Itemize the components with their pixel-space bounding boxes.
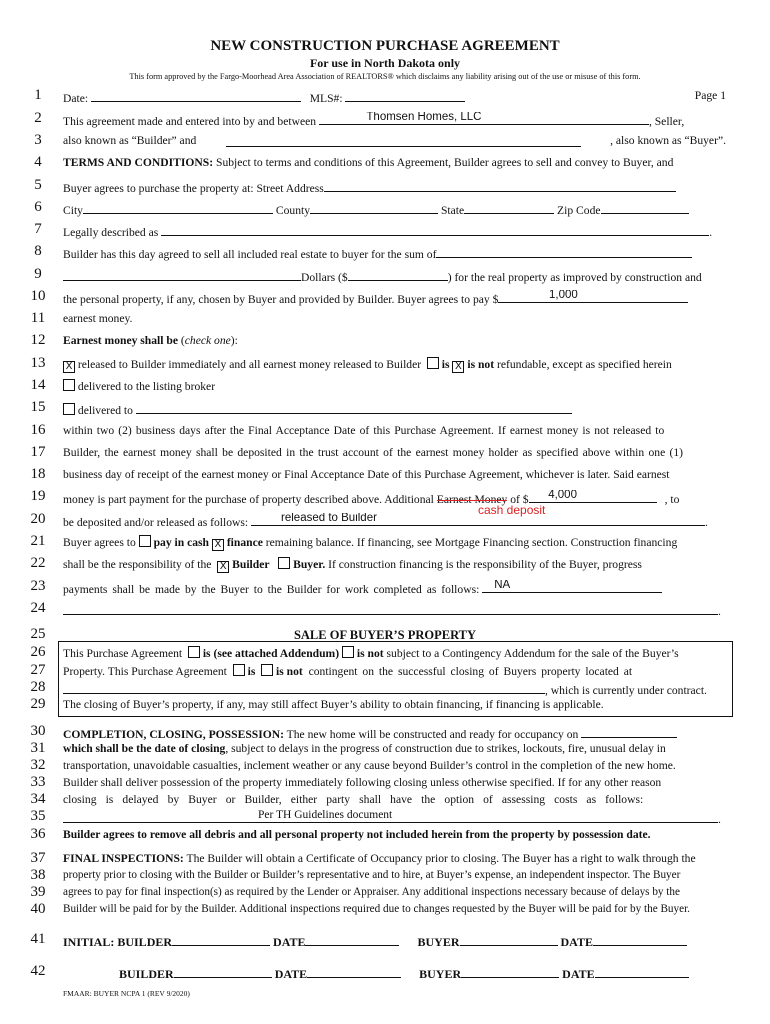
release-field[interactable] (251, 513, 705, 526)
line-number: 31 (30, 740, 46, 756)
line-number: 13 (30, 355, 46, 371)
progress-text: If construction financing is the responsibility of the Buyer, progress (325, 558, 642, 571)
line-18-text: business day of receipt of the earnest money or Final Acceptance Date of this Purchase Agreement, whichever is later. Said earnest (63, 468, 670, 481)
pay-in-cash-checkbox[interactable] (139, 535, 151, 547)
line-38: property prior to closing with the Builder or Builder’s representative and to hire, at Buyer’s expense, an independent inspector. The Buyer (63, 869, 681, 881)
line-16 (63, 424, 726, 437)
county-field[interactable] (310, 201, 438, 214)
line-2 (63, 112, 726, 128)
line-number: 26 (30, 644, 46, 660)
finance-label: finance (226, 536, 263, 549)
see-attached-label: is (see attached Addendum) (202, 647, 340, 660)
mls-field[interactable] (345, 89, 465, 102)
line-number: 16 (30, 422, 46, 438)
line-number: 4 (34, 154, 42, 170)
contingent-is-not-label: is not (276, 665, 303, 678)
line-number: 18 (30, 466, 46, 482)
release-value: released to Builder (281, 513, 377, 524)
street-address-field[interactable] (324, 179, 676, 192)
line-number: 17 (30, 444, 46, 460)
line-number: 14 (30, 377, 46, 393)
line-18 (63, 468, 726, 481)
builder-financing-checkbox[interactable]: X (217, 561, 229, 573)
line-number: 37 (30, 850, 46, 866)
legal-desc-label: Legally described as (63, 226, 159, 239)
legal-description-field[interactable] (161, 223, 709, 236)
line-number: 2 (34, 110, 42, 126)
check-one-note: check one (184, 334, 231, 347)
line-21 (63, 535, 726, 551)
line-number: 29 (30, 696, 46, 712)
additional-amount-value: 4,000 (548, 490, 577, 501)
line-12: Earnest money shall be (check one): (63, 334, 238, 347)
contingent-is-label: is (247, 665, 256, 678)
line-19 (63, 490, 726, 506)
buyer-agrees-label: Buyer agrees to (63, 536, 136, 549)
released-label: released to Builder immediately and all earnest money released to Builder (77, 358, 422, 371)
pa-label-2: Property. This Purchase Agreement (63, 665, 227, 678)
seller-name-field[interactable] (319, 112, 649, 125)
costs-field[interactable] (63, 810, 718, 823)
county-label: County (275, 204, 311, 217)
strike-line (437, 500, 508, 501)
earnest-amount-value: 1,000 (549, 290, 578, 301)
responsibility-label: shall be the responsibility of the (63, 558, 212, 571)
sum-amount-field[interactable] (348, 268, 448, 281)
progress-field-2[interactable] (63, 602, 718, 615)
line-33: Builder shall deliver possession of the property immediately following closing unless otherwise specified. If for any other reason (63, 776, 662, 789)
buyer-name-field[interactable] (226, 134, 581, 147)
delivered-to-checkbox[interactable] (63, 403, 75, 415)
line-6 (63, 201, 726, 217)
line-41 (63, 933, 726, 950)
line-24: . (63, 602, 726, 618)
builder-option: Builder (232, 558, 270, 571)
line-number: 11 (30, 310, 46, 326)
line-number: 15 (30, 399, 46, 415)
agreement-intro: This agreement made and entered into by and between (63, 115, 317, 128)
line-28 (63, 681, 726, 697)
line-number: 7 (34, 221, 42, 237)
line-number: 8 (34, 243, 42, 259)
line-number: 25 (30, 626, 46, 642)
line-number: 12 (30, 332, 46, 348)
line-number: 1 (34, 87, 42, 103)
line-4 (63, 156, 726, 169)
seller-label: , Seller, (648, 115, 685, 128)
progress-value: NA (494, 580, 511, 591)
street-address-label: Buyer agrees to purchase the property at: Street Address (63, 182, 324, 195)
date-field[interactable] (91, 89, 301, 102)
line-number: 32 (30, 757, 46, 773)
date-label: Date: (63, 92, 89, 105)
contingent-is-checkbox[interactable] (233, 664, 245, 676)
line-26 (63, 646, 726, 660)
line-42 (63, 965, 726, 982)
date-label-1: DATE (273, 935, 306, 949)
line-9 (63, 268, 726, 284)
release-label: be deposited and/or released as follows: (63, 516, 249, 529)
initial-builder-field-2[interactable] (174, 965, 272, 978)
line-number: 27 (30, 662, 46, 678)
form-disclaimer: This form approved by the Fargo-Moorhead Area Association of REALTORS® which disclaims any liability arising out of the use or misuse of this form. (129, 72, 641, 81)
earnest-amount-field[interactable] (498, 290, 688, 303)
pay-in-cash-label: pay in cash (153, 536, 209, 549)
line-34 (63, 793, 726, 806)
line-number: 6 (34, 199, 42, 215)
initial-date-field-1[interactable] (305, 933, 399, 946)
initial-builder-field[interactable] (172, 933, 270, 946)
zip-field[interactable] (601, 201, 689, 214)
buyer-financing-checkbox[interactable] (278, 557, 290, 569)
contingent-text: contingent on the successful closing of Buyers property located at (308, 665, 633, 678)
financing-text: remaining balance. If financing, see Mortgage Financing section. Construction financing (262, 536, 678, 549)
completion-heading: COMPLETION, CLOSING, POSSESSION: (63, 728, 284, 741)
line-number: 19 (30, 488, 46, 504)
line-35: Per TH Guidelines document . (63, 810, 726, 826)
line-17 (63, 446, 726, 459)
initial-buyer-field-2[interactable] (461, 965, 559, 978)
additional-label: money is part payment for the purchase of property described above. Additional (63, 493, 434, 506)
page-number: Page 1 (694, 89, 726, 102)
line-number: 39 (30, 884, 46, 900)
completion-text: The new home will be constructed and ready for occupancy on (283, 728, 579, 741)
line-23 (63, 580, 726, 596)
initial-date-field-2[interactable] (593, 933, 687, 946)
mls-label: MLS#: (309, 92, 343, 105)
line-number: 23 (30, 578, 46, 594)
line-13 (63, 357, 726, 373)
inspections-text: The Builder will obtain a Certificate of Occupancy prior to closing. The Buyer has a right to walk through the (183, 852, 696, 865)
form-title: NEW CONSTRUCTION PURCHASE AGREEMENT (210, 38, 560, 54)
line-27 (63, 664, 726, 678)
sum-words-field[interactable] (436, 245, 692, 258)
dollars-label: Dollars ($ (301, 271, 348, 284)
line-number: 21 (30, 533, 46, 549)
earnest-heading: Earnest money shall be (63, 334, 178, 347)
refundable-is-not-checkbox[interactable]: X (452, 361, 464, 373)
seller-name-value: Thomsen Homes, LLC (366, 112, 482, 123)
line-number: 24 (30, 600, 46, 616)
buyer-option: Buyer. (293, 558, 326, 571)
struck-text: Earnest Money (436, 493, 508, 506)
builder-initial-label-2: BUILDER (119, 967, 174, 981)
not-subject-label: is not (356, 647, 384, 660)
line-3 (63, 134, 726, 147)
line-14 (63, 379, 726, 393)
date-label-2: DATE (560, 935, 593, 949)
line-number: 30 (30, 723, 46, 739)
released-to-builder-checkbox[interactable]: X (63, 361, 75, 373)
to-label: , to (664, 493, 680, 506)
delays-text: , subject to delays in the progress of construction due to strikes, lockouts, fire, unusual delay in (225, 742, 666, 755)
line-16-text: within two (2) business days after the Final Acceptance Date of this Purchase Agreement. If earnest money is not released to (63, 424, 665, 437)
line-5 (63, 179, 726, 195)
line-number: 36 (30, 826, 46, 842)
buyer-initial-label-2: BUYER (419, 967, 462, 981)
initial-builder-label: INITIAL: BUILDER (63, 935, 173, 949)
sum-words-field-2[interactable] (63, 268, 301, 281)
line-number: 3 (34, 132, 42, 148)
line-number: 35 (30, 808, 46, 824)
line-1 (63, 89, 726, 105)
see-attached-checkbox[interactable] (188, 646, 200, 658)
line-number: 40 (30, 901, 46, 917)
line-39: agrees to pay for final inspection(s) as required by the Lender or Appraiser. Any additional inspections necessary because of delays by the (63, 886, 680, 898)
line-number: 34 (30, 791, 46, 807)
line-number: 33 (30, 774, 46, 790)
terms-text: Subject to terms and conditions of this Agreement, Builder agrees to sell and convey to Buyer, and (213, 156, 674, 169)
is-label: is (441, 358, 450, 371)
occupancy-date-field[interactable] (581, 725, 677, 738)
line-number: 5 (34, 177, 42, 193)
line-10 (63, 290, 726, 306)
state-field[interactable] (464, 201, 554, 214)
date-label-4: DATE (562, 967, 595, 981)
progress-field[interactable] (482, 580, 662, 593)
line-15 (63, 401, 726, 417)
line-11: earnest money. (63, 312, 133, 325)
line-number: 38 (30, 867, 46, 883)
date-label-3: DATE (274, 967, 308, 981)
line-22 (63, 557, 726, 573)
line-30 (63, 725, 726, 741)
refundable-text: refundable, except as specified herein (497, 358, 672, 371)
line-number: 10 (30, 288, 46, 304)
delivered-to-field[interactable] (136, 401, 572, 414)
sum-label: Builder has this day agreed to sell all included real estate to buyer for the sum of (63, 248, 437, 261)
contingency-text: subject to a Contingency Addendum for the sale of the Buyer’s (383, 647, 679, 660)
builder-aka: also known as “Builder” and (63, 134, 197, 147)
line-number: 28 (30, 679, 46, 695)
form-footer: FMAAR: BUYER NCPA 1 (REV 9/2020) (63, 989, 190, 998)
buyer-property-field[interactable] (63, 681, 545, 694)
state-label: State (440, 204, 465, 217)
under-contract-text: , which is currently under contract. (545, 684, 707, 697)
progress-label: payments shall be made by the Buyer to the Builder for work completed as follows: (63, 583, 480, 596)
city-label: City (63, 204, 83, 217)
earnest-pay-label: the personal property, if any, chosen by Buyer and provided by Builder. Buyer agrees to pay $ (63, 293, 499, 306)
sale-heading: SALE OF BUYER’S PROPERTY (293, 628, 477, 642)
listing-broker-checkbox[interactable] (63, 379, 75, 391)
closing-date-text: which shall be the date of closing (63, 742, 226, 755)
initial-buyer-field[interactable] (460, 933, 558, 946)
not-subject-checkbox[interactable] (342, 646, 354, 658)
of-dollar: of $ (507, 493, 529, 506)
buyer-aka: , also known as “Buyer”. (610, 134, 726, 147)
line-20: be deposited and/or released as follows: released to Builder . (63, 513, 708, 529)
terms-heading: TERMS AND CONDITIONS: (63, 156, 214, 169)
zip-label: Zip Code (557, 204, 601, 217)
cash-deposit-annotation: cash deposit (478, 503, 546, 517)
line-number: 22 (30, 555, 46, 571)
finance-checkbox[interactable]: X (212, 539, 224, 551)
line-34-text: closing is delayed by Buyer or Builder, either party shall have the option of assessing costs as follows: (63, 793, 644, 806)
property-text: ) for the real property as improved by construction and (447, 271, 702, 284)
additional-amount-field[interactable] (529, 490, 657, 503)
city-field[interactable] (83, 201, 273, 214)
listing-broker-label: delivered to the listing broker (77, 380, 216, 393)
line-31 (63, 742, 726, 755)
line-29: The closing of Buyer’s property, if any, may still affect Buyer’s ability to obtain financing, if financing is applicable. (63, 698, 604, 711)
line-number: 20 (30, 511, 46, 527)
form-subtitle: For use in North Dakota only (309, 56, 461, 70)
pa-label: This Purchase Agreement (63, 647, 183, 660)
costs-value: Per TH Guidelines document (258, 810, 393, 821)
initial-date-field-3[interactable] (307, 965, 401, 978)
is-not-label: is not (467, 358, 495, 371)
inspections-heading: FINAL INSPECTIONS: (63, 852, 184, 865)
line-17-text: Builder, the earnest money shall be deposited in the trust account of the earnest money holder as specified above within one (1) (63, 446, 684, 459)
line-number: 9 (34, 266, 42, 282)
line-7: Legally described as . (63, 223, 726, 239)
line-40: Builder will be paid for by the Builder. Additional inspections required due to changes requested by the Buyer will be paid for by the Buyer. (63, 903, 690, 915)
contingent-is-not-checkbox[interactable] (261, 664, 273, 676)
initial-date-field-4[interactable] (595, 965, 689, 978)
refundable-is-checkbox[interactable] (427, 357, 439, 369)
initial-buyer-label: BUYER (417, 935, 460, 949)
line-8 (63, 245, 726, 261)
line-number: 41 (30, 931, 46, 947)
line-36: Builder agrees to remove all debris and all personal property not included herein from the property by possession date. (63, 828, 651, 841)
line-number: 42 (30, 963, 46, 979)
line-32: transportation, unavoidable casualties, inclement weather or any cause beyond Builder’s control in the completion of the new home. (63, 759, 676, 772)
delivered-to-label: delivered to (77, 404, 133, 417)
line-37 (63, 852, 726, 865)
